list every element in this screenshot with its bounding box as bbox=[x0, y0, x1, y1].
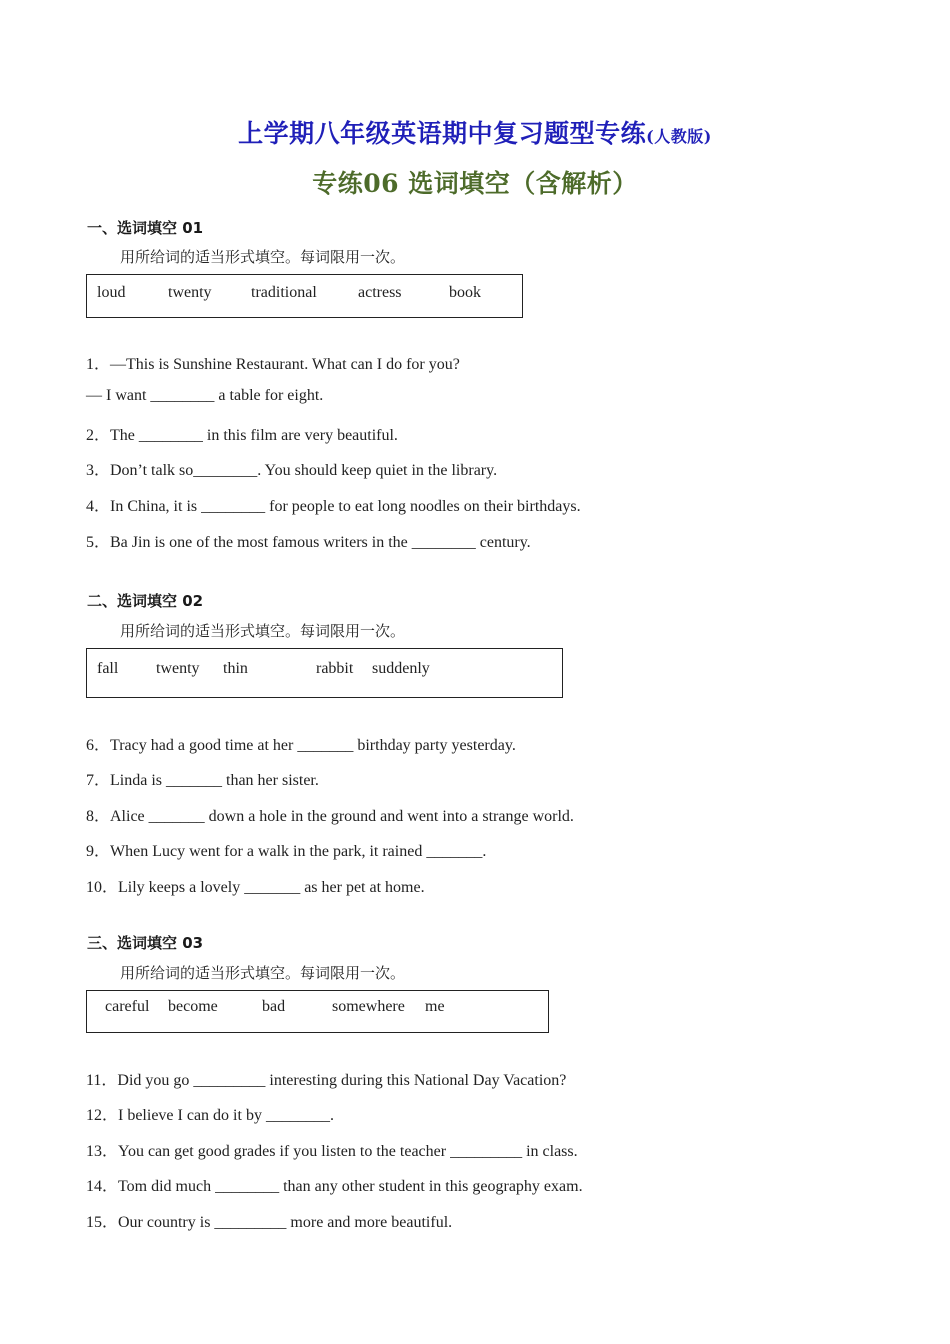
document-subtitle: 专练06 选词填空（含解析） bbox=[312, 169, 638, 198]
word-bank-item: book bbox=[449, 284, 481, 301]
section-instruction-3: 用所给词的适当形式填空。每词限用一次。 bbox=[120, 964, 406, 982]
word-bank-item: fall bbox=[97, 660, 119, 677]
word-bank-item: actress bbox=[358, 284, 402, 301]
question-14: 14．Tom did much ________ than any other student in this geography exam. bbox=[86, 1178, 583, 1195]
document-title bbox=[0, 114, 950, 150]
title-main-text: 上学期八年级英语期中复习题型专练 bbox=[238, 119, 647, 148]
question-9: 9．When Lucy went for a walk in the park, it rained _______. bbox=[86, 843, 487, 860]
word-bank-2 bbox=[86, 648, 563, 698]
question-13: 13．You can get good grades if you listen to the teacher _________ in class. bbox=[86, 1143, 578, 1160]
word-bank-item: rabbit bbox=[316, 660, 354, 677]
word-bank-item: suddenly bbox=[372, 660, 430, 677]
question-10: 10．Lily keeps a lovely _______ as her pet at home. bbox=[86, 879, 425, 896]
question-8: 8．Alice _______ down a hole in the ground and went into a strange world. bbox=[86, 808, 574, 825]
question-4: 4．In China, it is ________ for people to eat long noodles on their birthdays. bbox=[86, 498, 581, 515]
word-bank-item: twenty bbox=[168, 284, 212, 301]
word-bank-item: careful bbox=[105, 998, 150, 1015]
title-edition: (人教版) bbox=[646, 127, 712, 146]
question-1-answer-line: — I want ________ a table for eight. bbox=[86, 387, 324, 404]
question-5: 5．Ba Jin is one of the most famous writers in the ________ century. bbox=[86, 534, 531, 551]
question-6: 6．Tracy had a good time at her _______ birthday party yesterday. bbox=[86, 737, 516, 754]
section-instruction-1: 用所给词的适当形式填空。每词限用一次。 bbox=[120, 248, 406, 266]
question-12: 12．I believe I can do it by ________. bbox=[86, 1107, 334, 1124]
question-3: 3．Don’t talk so________. You should keep quiet in the library. bbox=[86, 462, 498, 479]
question-11: 11．Did you go _________ interesting during this National Day Vacation? bbox=[86, 1072, 567, 1089]
question-1: 1．—This is Sunshine Restaurant. What can I do for you? bbox=[86, 356, 460, 373]
word-bank-item: bad bbox=[262, 998, 286, 1015]
question-15: 15．Our country is _________ more and more beautiful. bbox=[86, 1214, 453, 1231]
section-heading-2: 二、选词填空 02 bbox=[87, 592, 204, 610]
word-bank-item: traditional bbox=[251, 284, 317, 301]
question-2: 2．The ________ in this film are very beautiful. bbox=[86, 427, 398, 444]
question-7: 7．Linda is _______ than her sister. bbox=[86, 772, 319, 789]
word-bank-1 bbox=[86, 274, 523, 318]
section-instruction-2: 用所给词的适当形式填空。每词限用一次。 bbox=[120, 622, 406, 640]
word-bank-item: thin bbox=[223, 660, 248, 677]
section-heading-1: 一、选词填空 01 bbox=[87, 219, 204, 237]
word-bank-item: me bbox=[425, 998, 445, 1015]
word-bank-3 bbox=[86, 990, 549, 1033]
word-bank-item: twenty bbox=[156, 660, 200, 677]
word-bank-item: somewhere bbox=[332, 998, 405, 1015]
section-heading-3: 三、选词填空 03 bbox=[87, 934, 204, 952]
word-bank-item: loud bbox=[97, 284, 126, 301]
word-bank-item: become bbox=[168, 998, 218, 1015]
